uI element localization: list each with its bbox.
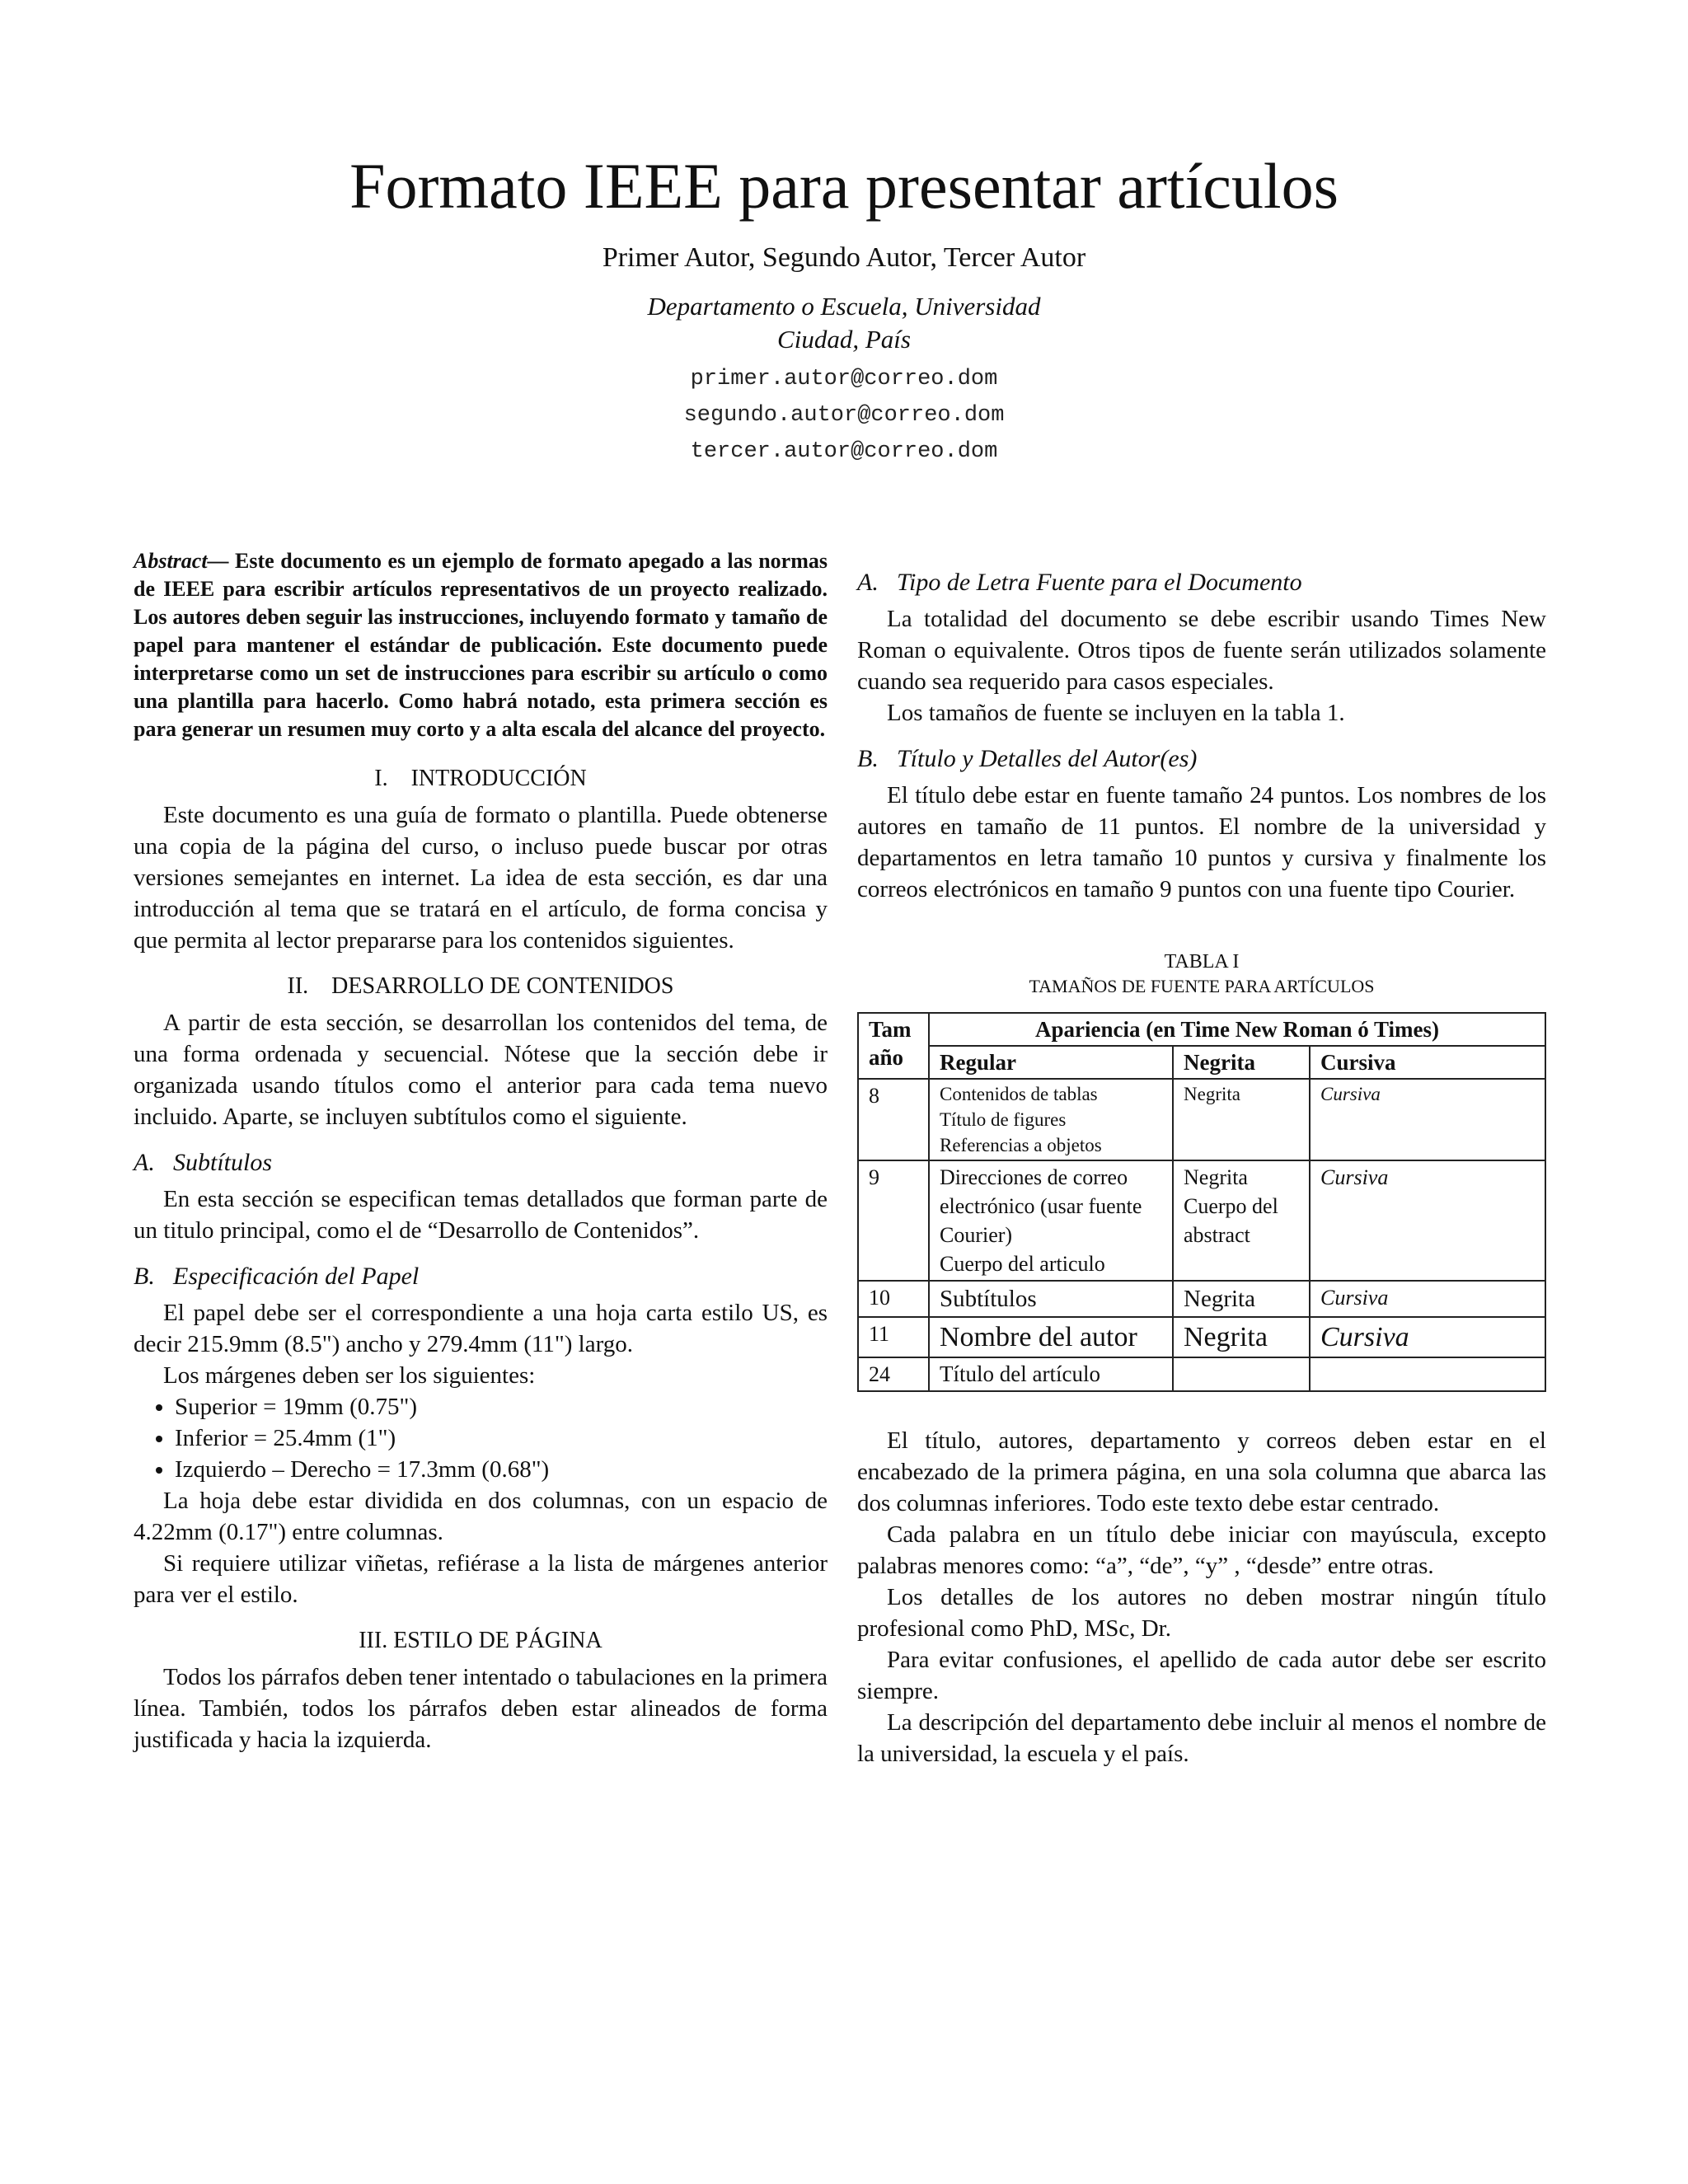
right-column [857, 567, 1546, 1769]
subsection-heading [857, 743, 1546, 775]
cell-bold [1173, 1160, 1310, 1281]
cell-bold: Negrita [1173, 1281, 1310, 1317]
paragraph: Cada palabra en un título debe iniciar con mayúscula, excepto palabras menores como: “a”, “de”, “y” , “desde” entre otras. [857, 1521, 1546, 1579]
paragraph: El título debe estar en fuente tamaño 24 puntos. Los nombres de los autores en tamaño de 11 puntos. El nombre de la universidad y departamentos en letra tamaño 10 puntos y cursiva y finalmente los correos electrónicos en tamaño 9 puntos con una fuente tipo Courier. [857, 782, 1546, 902]
subsection-title: Tipo de Letra Fuente para el Documento [897, 569, 1302, 596]
cell-size: 9 [858, 1160, 929, 1281]
paragraph: Si requiere utilizar viñetas, refiérase a la lista de márgenes anterior para ver el estilo. [134, 1550, 828, 1608]
cell-regular: Subtítulos [929, 1281, 1173, 1317]
cell-size: 10 [858, 1281, 929, 1317]
table-row [858, 1317, 1545, 1357]
email[interactable]: segundo.autor@correo.dom [683, 403, 1005, 428]
author-list: Primer Autor, Segundo Autor, Tercer Autor [602, 242, 1086, 273]
table-header-row [858, 1046, 1545, 1079]
cell-line: Referencias a objetos [940, 1135, 1102, 1155]
table-row [858, 1079, 1545, 1160]
paper-title: Formato IEEE para presentar artículos [349, 150, 1339, 222]
header-italic: Cursiva [1310, 1046, 1545, 1079]
email[interactable]: primer.autor@correo.dom [690, 367, 998, 391]
paragraph: La hoja debe estar dividida en dos columnas, con un espacio de 4.22mm (0.17") entre columnas. [134, 1488, 828, 1545]
paragraph: Este documento es una guía de formato o plantilla. Puede obtenerse una copia de la página del curso, o incluso puede buscar por otras versiones semejantes en internet. La idea de esta sección, es dar una introducción al tema que se tratará en el artículo, de forma concisa y que permita al lector prepararse para los contenidos siguientes. [134, 802, 828, 954]
paragraph: La totalidad del documento se debe escribir usando Times New Roman o equivalente. Otros tipos de fuente serán utilizados solamente cuando sea requerido para casos especiales. [857, 606, 1546, 695]
paragraph: El papel debe ser el correspondiente a una hoja carta estilo US, es decir 215.9mm (8.5") ancho y 279.4mm (11") largo. [134, 1300, 828, 1357]
table-row [858, 1160, 1545, 1281]
section-heading: II. DESARROLLO DE CONTENIDOS [287, 973, 674, 999]
cell-italic [1310, 1357, 1545, 1391]
subsection-letter: A. [857, 569, 879, 596]
email[interactable]: tercer.autor@correo.dom [690, 439, 998, 464]
abstract [134, 547, 828, 743]
affiliation [0, 290, 1688, 356]
paragraph: Los márgenes deben ser los siguientes: [163, 1362, 536, 1389]
cell-line: Título de figures [940, 1109, 1067, 1130]
cell-line: Negrita [1184, 1165, 1248, 1189]
table-row [858, 1357, 1545, 1391]
subsection-title: Subtítulos [173, 1149, 273, 1176]
cell-regular [929, 1079, 1173, 1160]
subsection-letter: B. [857, 745, 879, 772]
list-item: • Izquierdo – Derecho = 17.3mm (0.68") [175, 1454, 828, 1485]
margin-list [134, 1391, 828, 1485]
cell-regular: Nombre del autor [929, 1317, 1173, 1357]
table-subtitle: TAMAÑOS DE FUENTE PARA ARTÍCULOS [1029, 976, 1375, 996]
subsection-letter: B. [134, 1263, 155, 1290]
cell-size: 24 [858, 1357, 929, 1391]
subsection-heading [134, 1261, 828, 1292]
email-list [0, 361, 1688, 470]
paragraph: Todos los párrafos deben tener intentado o tabulaciones en la primera línea. También, todos los párrafos deben estar alineados de forma justificada y hacia la izquierda. [134, 1664, 828, 1753]
paragraph: En esta sección se especifican temas detallados que forman parte de un titulo principal, como el de “Desarrollo de Contenidos”. [134, 1186, 828, 1244]
cell-line: Cuerpo del articulo [940, 1252, 1105, 1276]
location: Ciudad, País [777, 325, 911, 354]
paragraph: La descripción del departamento debe incluir al menos el nombre de la universidad, la escuela y el país. [857, 1709, 1546, 1767]
font-size-table [857, 1012, 1546, 1392]
cell-italic: Cursiva [1310, 1317, 1545, 1357]
left-column [134, 547, 828, 1755]
cell-italic: Cursiva [1310, 1079, 1545, 1160]
abstract-lead: Abstract— [134, 549, 229, 573]
paragraph: Para evitar confusiones, el apellido de cada autor debe ser escrito siempre. [857, 1647, 1546, 1704]
section-heading: III. ESTILO DE PÁGINA [359, 1628, 603, 1653]
department: Departamento o Escuela, Universidad [647, 292, 1041, 321]
list-item: • Superior = 19mm (0.75") [175, 1391, 828, 1422]
table-header-row [858, 1013, 1545, 1046]
paragraph: El título, autores, departamento y correos deben estar en el encabezado de la primera página, en una sola columna que abarca las dos columnas inferiores. Todo este texto debe estar centrado. [857, 1427, 1546, 1516]
cell-size: 11 [858, 1317, 929, 1357]
cell-italic: Cursiva [1310, 1160, 1545, 1281]
subsection-heading [134, 1147, 828, 1179]
table-caption: TABLA I [1164, 951, 1240, 972]
cell-bold: Negrita [1173, 1317, 1310, 1357]
header-size: Tam año [858, 1013, 929, 1079]
cell-bold [1173, 1357, 1310, 1391]
cell-line: Direcciones de correo electrónico (usar fuente Courier) [940, 1165, 1142, 1247]
cell-size: 8 [858, 1079, 929, 1160]
header-appearance: Apariencia (en Time New Roman ó Times) [929, 1013, 1545, 1046]
subsection-letter: A. [134, 1149, 155, 1176]
section-heading: I. INTRODUCCIÓN [374, 766, 587, 791]
header-bold: Negrita [1173, 1046, 1310, 1079]
list-item: • Inferior = 25.4mm (1") [175, 1422, 828, 1454]
paragraph: Los tamaños de fuente se incluyen en la tabla 1. [887, 700, 1345, 726]
paragraph: Los detalles de los autores no deben mostrar ningún título profesional como PhD, MSc, Dr. [857, 1584, 1546, 1642]
cell-regular: Título del artículo [929, 1357, 1173, 1391]
subsection-title: Especificación del Papel [173, 1263, 420, 1290]
header-regular: Regular [929, 1046, 1173, 1079]
table-row [858, 1281, 1545, 1317]
paragraph: A partir de esta sección, se desarrollan los contenidos del tema, de una forma ordenada y secuencial. Nótese que la sección debe ir organizada usando títulos como el anterior para cada tema nuevo incluido. Aparte, se incluyen subtítulos como el siguiente. [134, 1010, 828, 1130]
abstract-text: Este documento es un ejemplo de formato apegado a las normas de IEEE para escribir artículos representativos de un proyecto realizado. Los autores deben seguir las instrucciones, incluyendo formato y tamaño de papel para mantener el estándar de publicación. Este documento puede interpretarse como un set de instrucciones para escribir su artículo o como una plantilla para hacerlo. Como habrá notado, esta primera sección es para generar un resumen muy corto y a alta escala del alcance del proyecto. [134, 549, 828, 741]
subsection-heading [857, 567, 1546, 598]
cell-regular [929, 1160, 1173, 1281]
cell-italic: Cursiva [1310, 1281, 1545, 1317]
subsection-title: Título y Detalles del Autor(es) [897, 745, 1198, 772]
cell-bold: Negrita [1173, 1079, 1310, 1160]
cell-line: Cuerpo del abstract [1184, 1194, 1278, 1247]
cell-line: Contenidos de tablas [940, 1084, 1098, 1104]
